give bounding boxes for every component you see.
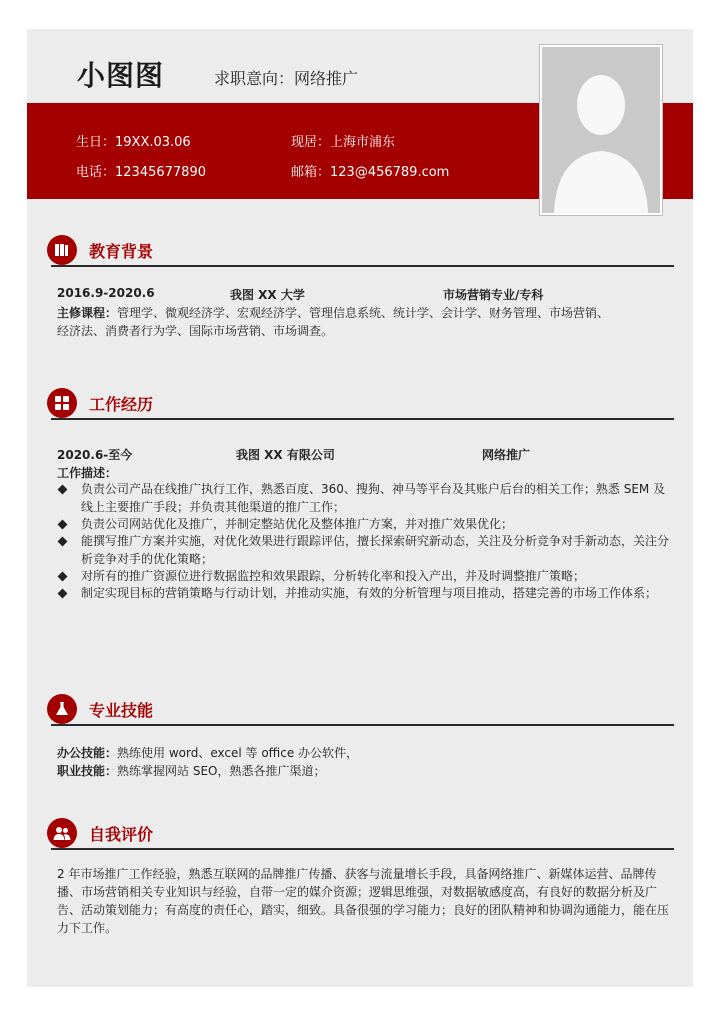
job-skill-row bbox=[57, 762, 325, 779]
self-divider bbox=[51, 848, 674, 850]
office-skill-row bbox=[57, 744, 358, 761]
candidate-name: 小图图 bbox=[77, 59, 165, 92]
education-courses-line2: 经济法、消费者行为学、国际市场营销、市场调查。 bbox=[57, 324, 334, 338]
education-divider bbox=[51, 265, 674, 267]
work-bullet: 负责公司网站优化及推广，并制定整站优化及整体推广方案，并对推广效果优化； bbox=[57, 516, 669, 534]
job-skill-text: 熟练掌握网站 SEO，熟悉各推广渠道； bbox=[117, 764, 326, 778]
work-bullet: 负责公司产品在线推广执行工作，熟悉百度、360、搜狗、神马等平台及其账户后台的相关工作；熟悉 SEM 及线上主要推广手段；并负责其他渠道的推广工作； bbox=[57, 481, 669, 516]
flask-icon bbox=[47, 694, 77, 724]
self-section-header bbox=[47, 818, 674, 850]
books-icon bbox=[47, 235, 77, 265]
work-bullet: 对所有的推广资源位进行数据监控和效果跟踪，分析转化率和投入产出，并及时调整推广策略； bbox=[57, 568, 669, 586]
work-position: 网络推广 bbox=[482, 448, 531, 462]
skills-title: 专业技能 bbox=[89, 701, 154, 720]
phone-info: 电话：12345677890 bbox=[76, 165, 206, 180]
self-evaluation-text: 2 年市场推广工作经验，熟悉互联网的品牌推广传播、获客与流量增长手段，具备网络推广、新媒体运营、品牌传播、市场营销相关专业知识与经验，自带一定的媒介资源；逻辑思维强，对数据敏感度高，有良好的数据分析及广告、活动策划能力；有高度的责任心，踏实，细致。具备很强的学习能力；良好的团队精神和协调沟通能力，能在压力下工作。 bbox=[57, 867, 670, 935]
work-company: 我图 XX 有限公司 bbox=[236, 448, 335, 462]
people-icon bbox=[47, 818, 77, 848]
job-skill-label: 职业技能： bbox=[57, 764, 118, 778]
education-courses-line1 bbox=[57, 304, 609, 321]
work-divider bbox=[51, 418, 674, 420]
education-major: 市场营销专业/专科 bbox=[443, 288, 544, 302]
education-school: 我图 XX 大学 bbox=[230, 288, 305, 302]
courses-text-1: 管理学、微观经济学、宏观经济学、管理信息系统、统计学、会计学、财务管理、市场营销、 bbox=[117, 306, 610, 320]
work-title: 工作经历 bbox=[89, 395, 154, 414]
skills-divider bbox=[51, 724, 674, 726]
email-info: 邮箱：123@456789.com bbox=[291, 165, 450, 180]
skills-section-header bbox=[47, 694, 674, 726]
education-section-header bbox=[47, 235, 674, 267]
courses-label: 主修课程： bbox=[57, 306, 118, 320]
profile-photo bbox=[540, 45, 662, 215]
education-title: 教育背景 bbox=[89, 242, 154, 261]
birth-info: 生日：19XX.03.06 bbox=[76, 135, 191, 150]
avatar-silhouette-icon bbox=[542, 47, 660, 213]
residence-info: 现居：上海市浦东 bbox=[291, 135, 396, 150]
self-title: 自我评价 bbox=[89, 825, 154, 844]
work-desc-label: 工作描述： bbox=[57, 466, 118, 480]
grid-icon bbox=[47, 388, 77, 418]
education-period: 2016.9-2020.6 bbox=[57, 286, 155, 300]
work-bullet: 制定实现目标的营销策略与行动计划，并推动实施，有效的分析管理与项目推动，搭建完善的市场工作体系； bbox=[57, 585, 669, 603]
work-period: 2020.6-至今 bbox=[57, 448, 133, 462]
office-skill-label: 办公技能： bbox=[57, 746, 118, 760]
job-objective: 求职意向：网络推广 bbox=[214, 69, 359, 88]
office-skill-text: 熟练使用 word、excel 等 office 办公软件， bbox=[117, 746, 359, 760]
work-section-header bbox=[47, 388, 674, 420]
work-bullet: 能撰写推广方案并实施，对优化效果进行跟踪评估，擅长探索研究新动态，关注及分析竞争对手新动态，关注分析竞争对手的优化策略； bbox=[57, 533, 669, 568]
